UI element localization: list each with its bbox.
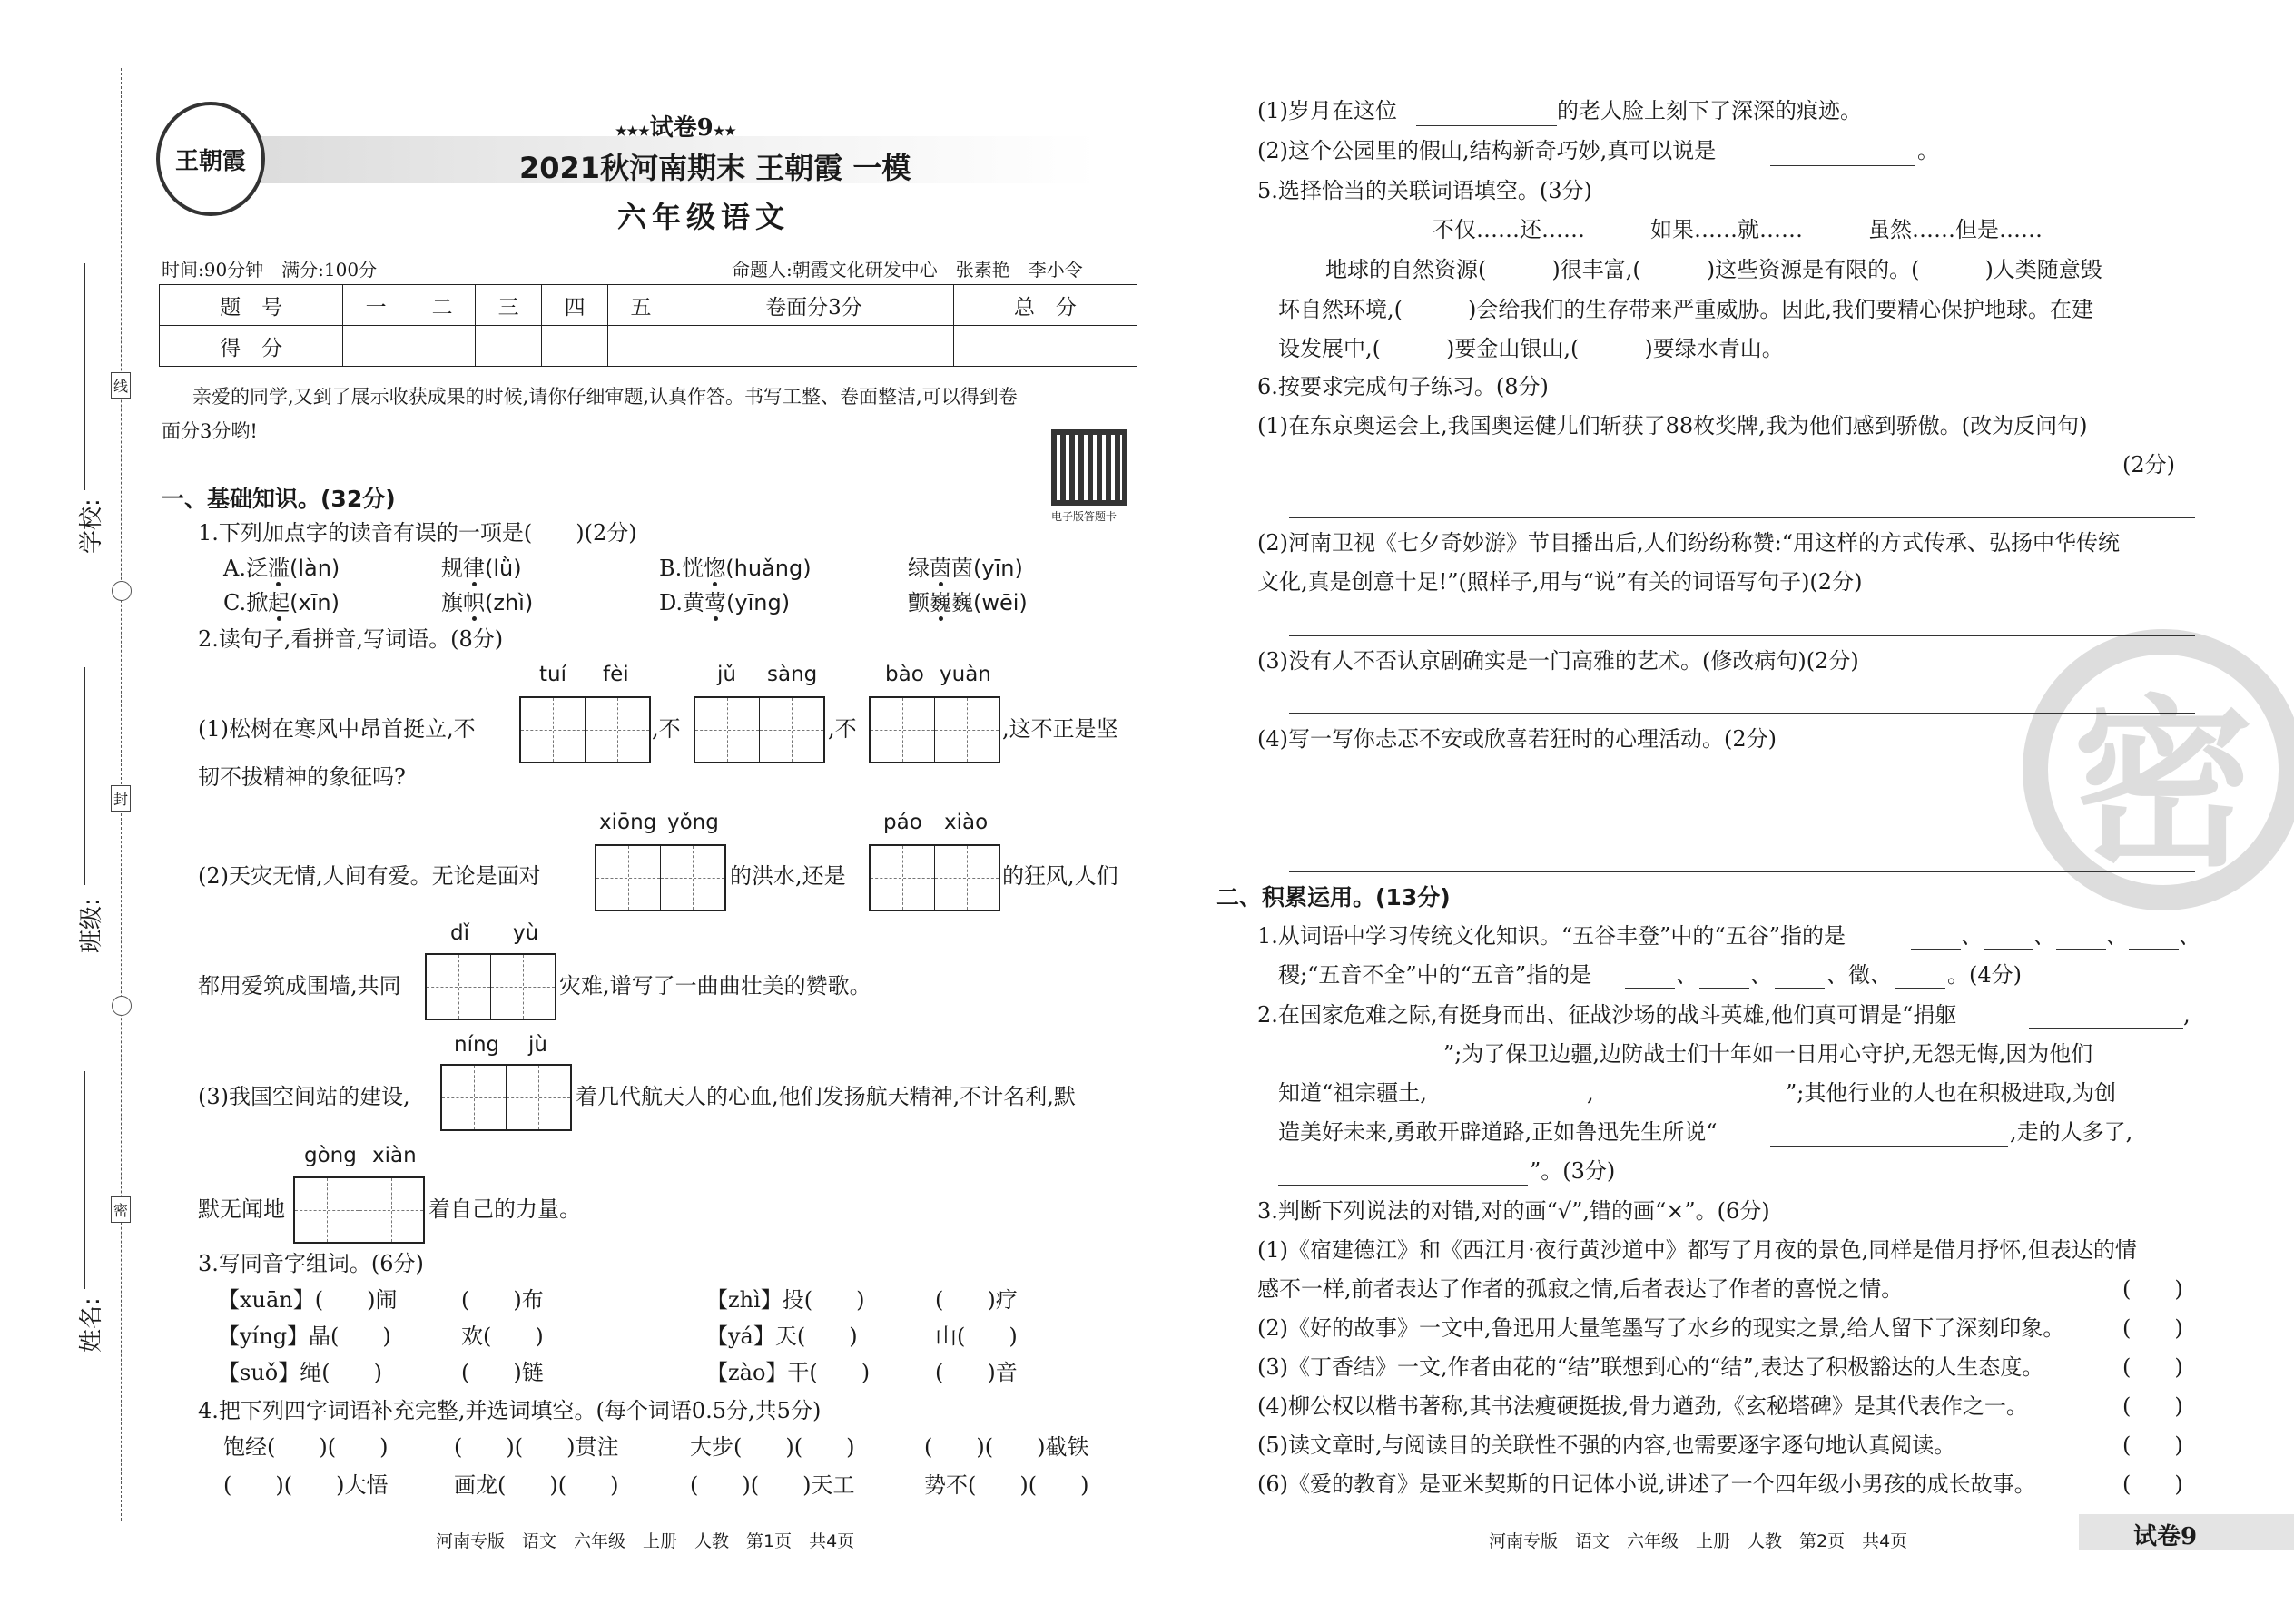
answer-line[interactable]	[1289, 635, 2195, 636]
answer-paren[interactable]: ( )	[2122, 1393, 2183, 1419]
answer-paren[interactable]: ( )	[2122, 1432, 2183, 1458]
q2-sentence-3: (3)我国空间站的建设,	[198, 1084, 410, 1109]
answer-blank[interactable]	[1911, 949, 1961, 950]
q1-option-c2: 旗帜(zhì)	[441, 590, 534, 615]
pinyin: gòng	[304, 1144, 357, 1167]
pinyin: níng	[454, 1033, 500, 1057]
q1-option-a2: 规律(lǜ)	[441, 556, 522, 581]
pinyin: yuàn	[940, 663, 991, 686]
s2-q2: ,走的人多了,	[2010, 1119, 2133, 1145]
tianzige-grid[interactable]	[694, 696, 825, 763]
q3-item[interactable]: ( )疗	[935, 1287, 1018, 1313]
intro-line-1: 亲爱的同学,又到了展示收获成果的时候,请你仔细审题,认真作答。书写工整、卷面整洁,可以得到卷	[192, 386, 1018, 408]
answer-line[interactable]	[1289, 517, 2195, 518]
separator: 、	[1676, 962, 1698, 988]
q1-option-b2: 绿茵茵(yīn)	[908, 556, 1023, 581]
s2-q3: 3.判断下列说法的对错,对的画“√”,错的画“×”。(6分)	[1257, 1198, 1770, 1224]
q3-item[interactable]: 【zhì】投( )	[706, 1287, 865, 1313]
answer-paren[interactable]: ( )	[2122, 1276, 2183, 1302]
answer-blank[interactable]	[2129, 949, 2179, 950]
q2-sentence-3: 着几代航天人的心血,他们发扬航天精神,不计名利,默	[576, 1084, 1076, 1109]
answer-blank[interactable]	[1770, 1146, 2008, 1147]
q2-sentence-2: (2)天灾无情,人间有爱。无论是面对	[198, 863, 541, 889]
q1-option-d1[interactable]: D.黄莺(yīng)	[659, 590, 791, 615]
section-1-title: 一、基础知识。(32分)	[162, 486, 396, 512]
qr-code[interactable]	[1051, 429, 1127, 506]
q4-stem: 4.把下列四字词语补充完整,并选词填空。(每个词语0.5分,共5分)	[198, 1398, 822, 1423]
judgement-1: (1)《宿建德江》和《西江月·夜行黄沙道中》都写了月夜的景色,同样是借月抒怀,但表达的情	[1257, 1237, 2137, 1263]
q5-paragraph[interactable]: 地球的自然资源( )很丰富,( )这些资源是有限的。( )人类随意毁	[1325, 257, 2102, 282]
s2-q1: 、徵、	[1826, 962, 1892, 988]
s2-q2: ”。(3分)	[1530, 1158, 1616, 1184]
answer-blank[interactable]	[1770, 165, 1915, 166]
q1-stem: 1.下列加点字的读音有误的一项是( )(2分)	[198, 520, 637, 546]
pinyin: sàng	[767, 663, 818, 686]
answer-blank[interactable]	[1278, 1185, 1528, 1186]
s2-q2: 2.在国家危难之际,有挺身而出、征战沙场的战斗英雄,他们真可谓是“捐躯	[1257, 1002, 1957, 1028]
judgement-6: (6)《爱的教育》是亚米契斯的日记体小说,讲述了一个四年级小男孩的成长故事。	[1257, 1471, 2036, 1497]
q4-item[interactable]: ( )( )贯注	[454, 1434, 619, 1460]
pinyin: jù	[528, 1033, 547, 1057]
separator: 、	[2179, 923, 2200, 949]
star-icon: ★★★	[615, 124, 650, 139]
pinyin: dǐ	[450, 921, 469, 945]
q1-option-c1[interactable]: C.掀起(xīn)	[223, 590, 340, 615]
s2-q2: 造美好未来,勇敢开辟道路,正如鲁迅先生所说“	[1278, 1119, 1718, 1145]
separator: ,	[1587, 1080, 1594, 1106]
logo-badge	[156, 102, 265, 216]
binding-mark: 密	[111, 1196, 131, 1223]
footer-tab-label: 试卷9	[2133, 1523, 2198, 1550]
q3-item[interactable]: 欢( )	[461, 1324, 544, 1349]
q6-part-2: 文化,真是创意十足!”(照样子,用与“说”有关的词语写句子)(2分)	[1257, 569, 1863, 595]
class-field[interactable]	[84, 667, 85, 885]
q4-item[interactable]: 画龙( )( )	[454, 1472, 619, 1498]
answer-paren[interactable]: ( )	[2122, 1354, 2183, 1380]
pinyin: tuí	[539, 663, 566, 686]
q4-fill-2: (2)这个公园里的假山,结构新奇巧妙,真可以说是	[1257, 138, 1717, 163]
separator: 、	[1750, 962, 1772, 988]
brand-name: 王朝霞	[755, 151, 843, 185]
star-icon: ★★	[713, 124, 736, 139]
subject-title: 六年级语文	[617, 200, 791, 234]
q1-option-d2: 颤巍巍(wēi)	[908, 590, 1028, 615]
q5-options: 不仅……还…… 如果……就…… 虽然……但是……	[1433, 217, 2043, 242]
q5-paragraph[interactable]: 设发展中,( )要金山银山,( )要绿水青山。	[1278, 336, 1784, 361]
q4-fill-2: 。	[1917, 138, 1939, 163]
q6-part-3: (3)没有人不否认京剧确实是一门高雅的艺术。(修改病句)(2分)	[1257, 648, 1859, 674]
q3-item[interactable]: 【yá】天( )	[706, 1324, 858, 1349]
judgement-2: (2)《好的故事》一文中,鲁迅用大量笔墨写了水乡的现实之景,给人留下了深刻印象。	[1257, 1315, 2065, 1341]
answer-line[interactable]	[1289, 871, 2195, 872]
q2-sentence-1: (1)松树在寒风中昂首挺立,不	[198, 716, 476, 742]
q3-item[interactable]: 山( )	[935, 1324, 1018, 1349]
judgement-3: (3)《丁香结》一文,作者由花的“结”联想到心的“结”,表达了积极豁达的人生态度。	[1257, 1354, 2044, 1380]
tianzige-grid[interactable]	[869, 844, 1000, 911]
tianzige-grid[interactable]	[440, 1064, 572, 1131]
q3-item[interactable]: ( )布	[461, 1287, 544, 1313]
footer-right: 河南专版 语文 六年级 上册 人教 第2页 共4页	[1489, 1531, 1908, 1551]
circle-icon	[112, 996, 132, 1016]
score-table: 题 号 一 二 三 四 五 卷面分3分 总 分 得 分	[159, 284, 1137, 367]
q3-item[interactable]: ( )链	[461, 1360, 544, 1385]
answer-blank[interactable]	[2029, 1028, 2183, 1029]
q4-item[interactable]: ( )( )大悟	[223, 1472, 389, 1498]
answer-line[interactable]	[1289, 713, 2195, 714]
judgement-4: (4)柳公权以楷书著称,其书法瘦硬挺拔,骨力遒劲,《玄秘塔碑》是其代表作之一。	[1257, 1393, 2028, 1419]
q4-item[interactable]: 大步( )( )	[690, 1434, 855, 1460]
footer-left: 河南专版 语文 六年级 上册 人教 第1页 共4页	[436, 1531, 855, 1551]
separator: 、	[2033, 923, 2055, 949]
q3-item[interactable]: 【yíng】晶( )	[218, 1324, 391, 1349]
answer-paren[interactable]: ( )	[2122, 1471, 2183, 1497]
q2-sentence-1: ,不	[652, 716, 681, 742]
s2-q2: ”;其他行业的人也在积极进取,为创	[1786, 1080, 2116, 1106]
s2-q1: 稷;“五音不全”中的“五音”指的是	[1278, 962, 1592, 988]
separator: ,	[2183, 1002, 2191, 1028]
tianzige-grid[interactable]	[869, 696, 1000, 763]
school-field[interactable]	[84, 263, 85, 490]
class-label: 班级:	[78, 898, 105, 953]
q2-stem: 2.读句子,看拼音,写词语。(8分)	[198, 626, 504, 652]
name-field[interactable]	[84, 1071, 85, 1289]
qr-caption: 电子版答题卡	[1051, 510, 1117, 523]
pinyin: yù	[513, 921, 539, 945]
answer-blank[interactable]	[1895, 988, 1945, 989]
answer-blank[interactable]	[1416, 125, 1557, 126]
binding-mark: 封	[111, 785, 131, 812]
pinyin: xiōng	[599, 811, 657, 834]
time-info: 时间:90分钟 满分:100分	[162, 259, 378, 281]
q3-item[interactable]: 【xuān】( )闹	[218, 1287, 398, 1313]
authors: 命题人:朝霞文化研发中心 张素艳 李小令	[732, 259, 1083, 281]
answer-blank[interactable]	[1699, 988, 1749, 989]
section-2-title: 二、积累运用。(13分)	[1216, 884, 1451, 910]
q1-option-a1[interactable]: A.泛滥(làn)	[223, 556, 340, 581]
intro-line-2: 面分3分哟!	[162, 420, 258, 442]
q4-item[interactable]: 饱经( )( )	[223, 1434, 389, 1460]
pinyin: xiàn	[372, 1144, 417, 1167]
q6-part-1: (1)在东京奥运会上,我国奥运健儿们斩获了88枚奖牌,我为他们感到骄傲。(改为反问句)	[1257, 413, 2088, 438]
seal-watermark: 密	[2023, 629, 2294, 910]
q2-sentence-2: 都用爱筑成围墙,共同	[198, 973, 401, 999]
q2-sentence-3: 默无闻地	[198, 1196, 285, 1222]
q2-sentence-2: 的洪水,还是	[730, 863, 846, 889]
answer-paren[interactable]: ( )	[2122, 1315, 2183, 1341]
q6-part-2: (2)河南卫视《七夕奇妙游》节目播出后,人们纷纷称赞:“用这样的方式传承、弘扬中华传统	[1257, 530, 2120, 556]
q3-item[interactable]: ( )音	[935, 1360, 1018, 1385]
tianzige-grid[interactable]	[595, 844, 726, 911]
q2-sentence-1: ,这不正是坚	[1002, 716, 1118, 742]
pinyin: jǔ	[717, 663, 736, 686]
pinyin: bào	[885, 663, 924, 686]
answer-blank[interactable]	[2056, 949, 2106, 950]
s2-q2: 知道“祖宗疆土,	[1278, 1080, 1427, 1106]
q4-item[interactable]: ( )( )截铁	[924, 1434, 1089, 1460]
q2-sentence-2: 的狂风,人们	[1002, 863, 1118, 889]
q3-stem: 3.写同音字组词。(6分)	[198, 1251, 424, 1276]
answer-blank[interactable]	[1625, 988, 1675, 989]
q1-option-b1[interactable]: B.恍惚(huǎng)	[659, 556, 812, 581]
separator: 、	[2106, 923, 2128, 949]
q5-paragraph[interactable]: 坏自然环境,( )会给我们的生存带来严重威胁。因此,我们要精心保护地球。在建	[1278, 297, 2093, 322]
q4-item[interactable]: ( )( )天工	[690, 1472, 855, 1498]
q2-sentence-1: ,不	[828, 716, 857, 742]
q3-item[interactable]: 【suǒ】绳( )	[218, 1360, 382, 1385]
school-label: 学校:	[78, 498, 105, 554]
s2-q2: ”;为了保卫边疆,边防战士们十年如一日用心守护,无怨无悔,因为他们	[1443, 1041, 2093, 1067]
q6-stem: 6.按要求完成句子练习。(8分)	[1257, 374, 1549, 399]
exam-title: 2021秋河南期末 王朝霞 一模	[519, 151, 911, 185]
footer-tab	[2079, 1514, 2294, 1550]
q6-part-1-score: (2分)	[2122, 452, 2175, 477]
series-label: ★★★试卷9★★	[615, 114, 736, 142]
s2-q1: 1.从词语中学习传统文化知识。“五谷丰登”中的“五谷”指的是	[1257, 923, 1846, 949]
q3-item[interactable]: 【zào】干( )	[706, 1360, 871, 1385]
tianzige-grid[interactable]	[293, 1176, 425, 1244]
q2-sentence-2: 灾难,谱写了一曲曲壮美的赞歌。	[559, 973, 871, 999]
answer-blank[interactable]	[1775, 988, 1825, 989]
q4-fill-1: 的老人脸上刻下了深深的痕迹。	[1557, 98, 1862, 123]
tianzige-grid[interactable]	[425, 953, 556, 1020]
q4-item[interactable]: 势不( )( )	[924, 1472, 1089, 1498]
binding-mark: 线	[111, 372, 131, 399]
s2-q1: 。(4分)	[1947, 962, 2022, 988]
q2-sentence-3: 着自己的力量。	[428, 1196, 581, 1222]
pinyin: páo	[883, 811, 922, 834]
pinyin: xiào	[944, 811, 989, 834]
q5-stem: 5.选择恰当的关联词语填空。(3分)	[1257, 178, 1592, 203]
judgement-5: (5)读文章时,与阅读目的关联性不强的内容,也需要逐字逐句地认真阅读。	[1257, 1432, 1956, 1458]
q2-sentence-1: 韧不拔精神的象征吗?	[198, 764, 406, 790]
answer-blank[interactable]	[1984, 949, 2033, 950]
q6-part-4: (4)写一写你忐忑不安或欣喜若狂时的心理活动。(2分)	[1257, 726, 1777, 752]
pinyin: yǒng	[667, 811, 719, 834]
logo-text: 王朝霞	[174, 147, 246, 175]
pinyin: fèi	[603, 663, 629, 686]
circle-icon	[112, 581, 132, 601]
judgement-1: 感不一样,前者表达了作者的孤寂之情,后者表达了作者的喜悦之情。	[1257, 1276, 1904, 1302]
name-label: 姓名:	[78, 1297, 105, 1353]
tianzige-grid[interactable]	[519, 696, 651, 763]
separator: 、	[1961, 923, 1983, 949]
q4-fill-1: (1)岁月在这位	[1257, 98, 1397, 123]
